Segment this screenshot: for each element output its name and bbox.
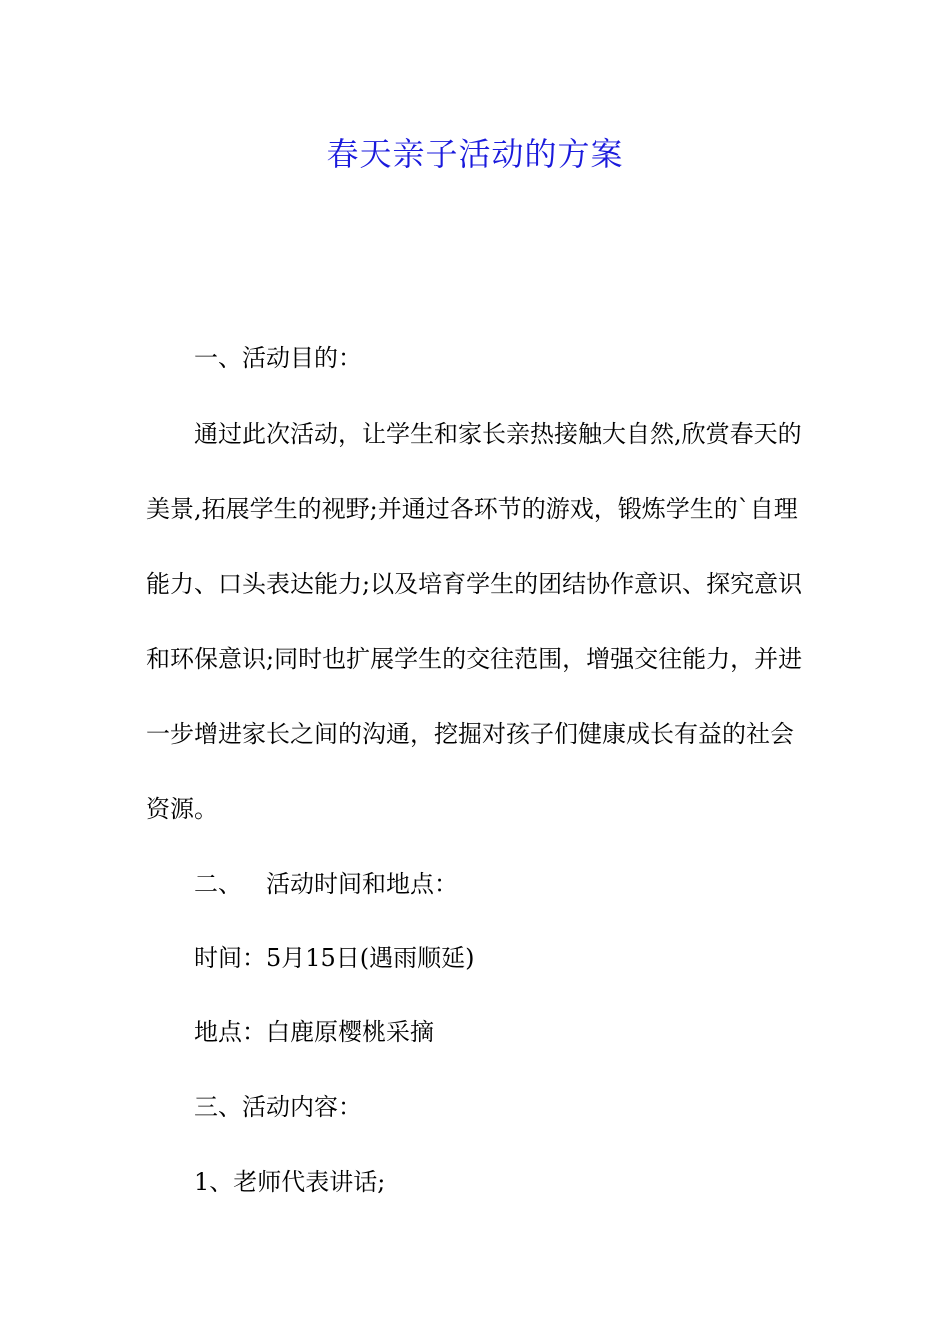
section-heading-content: 三、活动内容： [194, 1093, 362, 1121]
paragraph-line: 和环保意识;同时也扩展学生的交往范围，增强交往能力，并进 [146, 645, 803, 673]
paragraph-line: 能力、口头表达能力;以及培育学生的团结协作意识、探究意识 [146, 570, 803, 598]
event-time: 时间：5月15日(遇雨顺延) [194, 944, 475, 972]
section-heading-time-place [194, 864, 864, 904]
paragraph-line: 资源。 [146, 795, 218, 823]
list-item: 1、老师代表讲话; [194, 1168, 386, 1196]
paragraph-line: 美景,拓展学生的视野;并通过各环节的游戏，锻炼学生的`自理 [146, 495, 798, 523]
paragraph-line: 通过此次活动，让学生和家长亲热接触大自然,欣赏春天的 [194, 420, 802, 448]
section-heading-text: 活动时间和地点： [266, 870, 458, 898]
event-place: 地点：白鹿原樱桃采摘 [194, 1018, 434, 1046]
section-number: 二、 [194, 870, 242, 898]
document-title: 春天亲子活动的方案 [326, 135, 624, 173]
section-heading-purpose: 一、活动目的： [194, 344, 362, 372]
paragraph-line: 一步增进家长之间的沟通，挖掘对孩子们健康成长有益的社会 [146, 720, 794, 748]
